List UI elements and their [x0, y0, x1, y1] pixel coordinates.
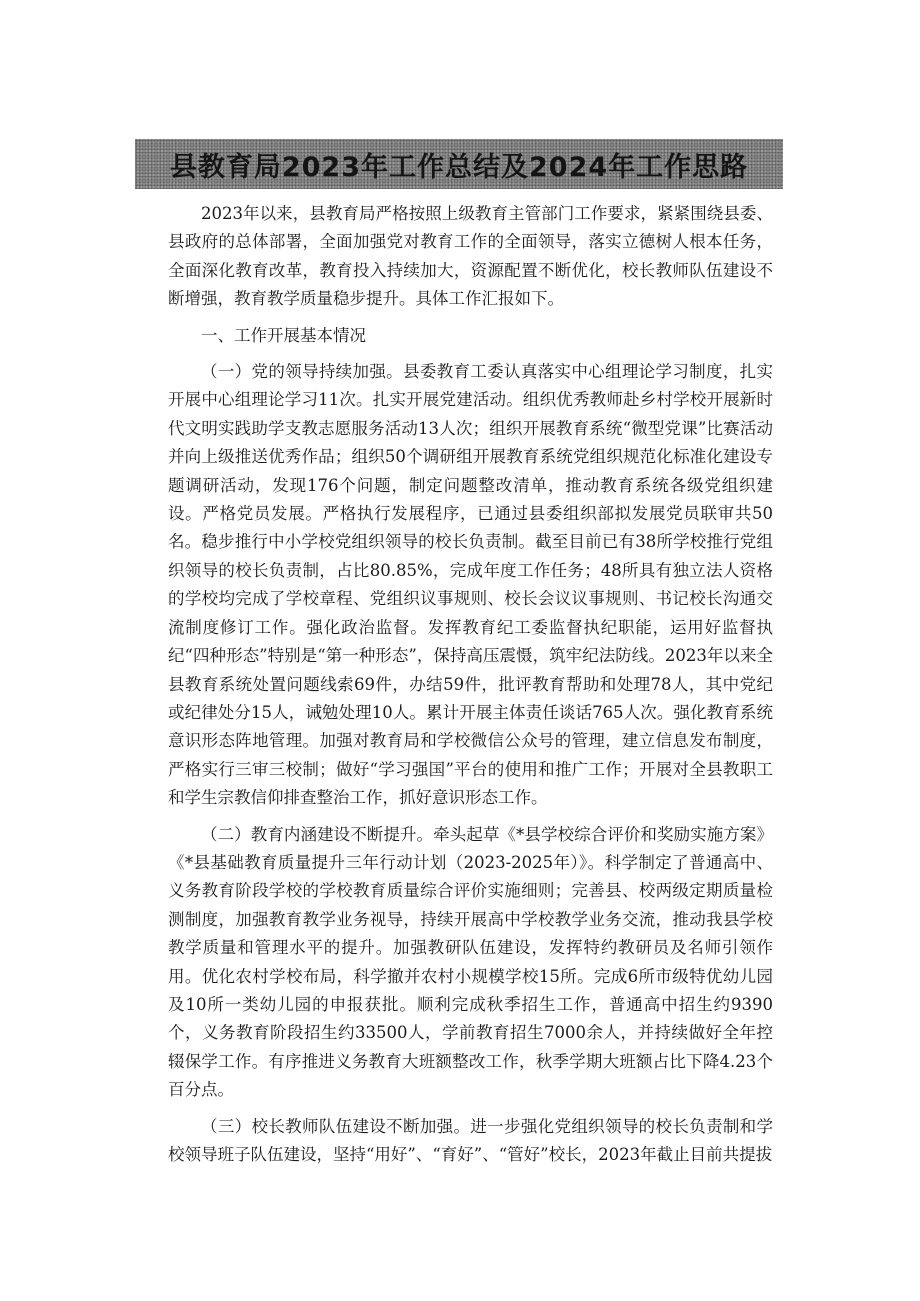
- paragraph-teacher-team: （三）校长教师队伍建设不断加强。进一步强化党组织领导的校长负责制和学校领导班子队伍建设，坚持“用好”、“育好”、“管好”校长，2023年截止目前共提拔: [168, 1116, 773, 1164]
- document-body: [168, 200, 773, 1169]
- intro-paragraph: 2023年以来，县教育局严格按照上级教育主管部门工作要求，紧紧围绕县委、县政府的总体部署，全面加强党对教育工作的全面领导，落实立德树人根本任务，全面深化教育改革，教育投入持续加大，资源配置不断优化，校长教师队伍建设不断增强，教育教学质量稳步提升。具体工作汇报如下。: [168, 204, 773, 309]
- paragraph-party-leadership: （一）党的领导持续加强。县委教育工委认真落实中心组理论学习制度，扎实开展中心组理论学习11次。扎实开展党建活动。组织优秀教师赴乡村学校开展新时代文明实践助学支教志愿服务活动13人次；组织开展教育系统“微型党课”比赛活动并向上级推送优秀作品；组织50个调研组开展教育系统党组织规范化标准化建设专题调研活动，发现176个问题，制定问题整改清单，推动教育系统各级党组织建设。严格党员发展。严格执行发展程序，已通过县委组织部拟发展党员联审共50名。稳步推行中小学校党组织领导的校长负责制。截至目前已有38所学校推行党组织领导的校长负责制，占比80.85%，完成年度工作任务；48所具有独立法人资格的学校均完成了学校章程、党组织议事规则、校长会议议事规则、书记校长沟通交流制度修订工作。强化政治监督。发挥教育纪工委监督执纪职能，运用好监督执纪“四种形态”特别是“第一种形态”，保持高压震慑，筑牢纪法防线。2023年以来全县教育系统处置问题线索69件，办结59件，批评教育帮助和处理78人，其中党纪或纪律处分15人，诫勉处理10人。累计开展主体责任谈话765人次。强化教育系统意识形态阵地管理。加强对教育局和学校微信公众号的管理，建立信息发布制度，严格实行三审三校制；做好“学习强国”平台的使用和推广工作；开展对全县教职工和学生宗教信仰排查整治工作，抓好意识形态工作。: [168, 362, 773, 808]
- paragraph-education-connotation: （二）教育内涵建设不断提升。牵头起草《*县学校综合评价和奖励实施方案》《*县基础教育质量提升三年行动计划（2023-2025年）》。科学制定了普通高中、义务教育阶段学校的学校教育质量综合评价实施细则；完善县、校两级定期质量检测制度，加强教育教学业务视导，持续开展高中学校教学业务交流，推动我县学校教学质量和管理水平的提升。加强教研队伍建设，发挥特约教研员及名师引领作用。优化农村学校布局，科学撤并农村小规模学校15所。完成6所市级特优幼儿园及10所一类幼儿园的申报获批。顺利完成秋季招生工作，普通高中招生约9390个，义务教育阶段招生约33500人，学前教育招生7000余人，并持续做好全年控辍保学工作。有序推进义务教育大班额整改工作，秋季学期大班额占比下降4.23个百分点。: [168, 824, 773, 1100]
- section-heading: 一、工作开展基本情况: [201, 325, 366, 345]
- title-banner: [135, 139, 783, 189]
- document-title: 县教育局2023年工作总结及2024年工作思路: [169, 151, 749, 183]
